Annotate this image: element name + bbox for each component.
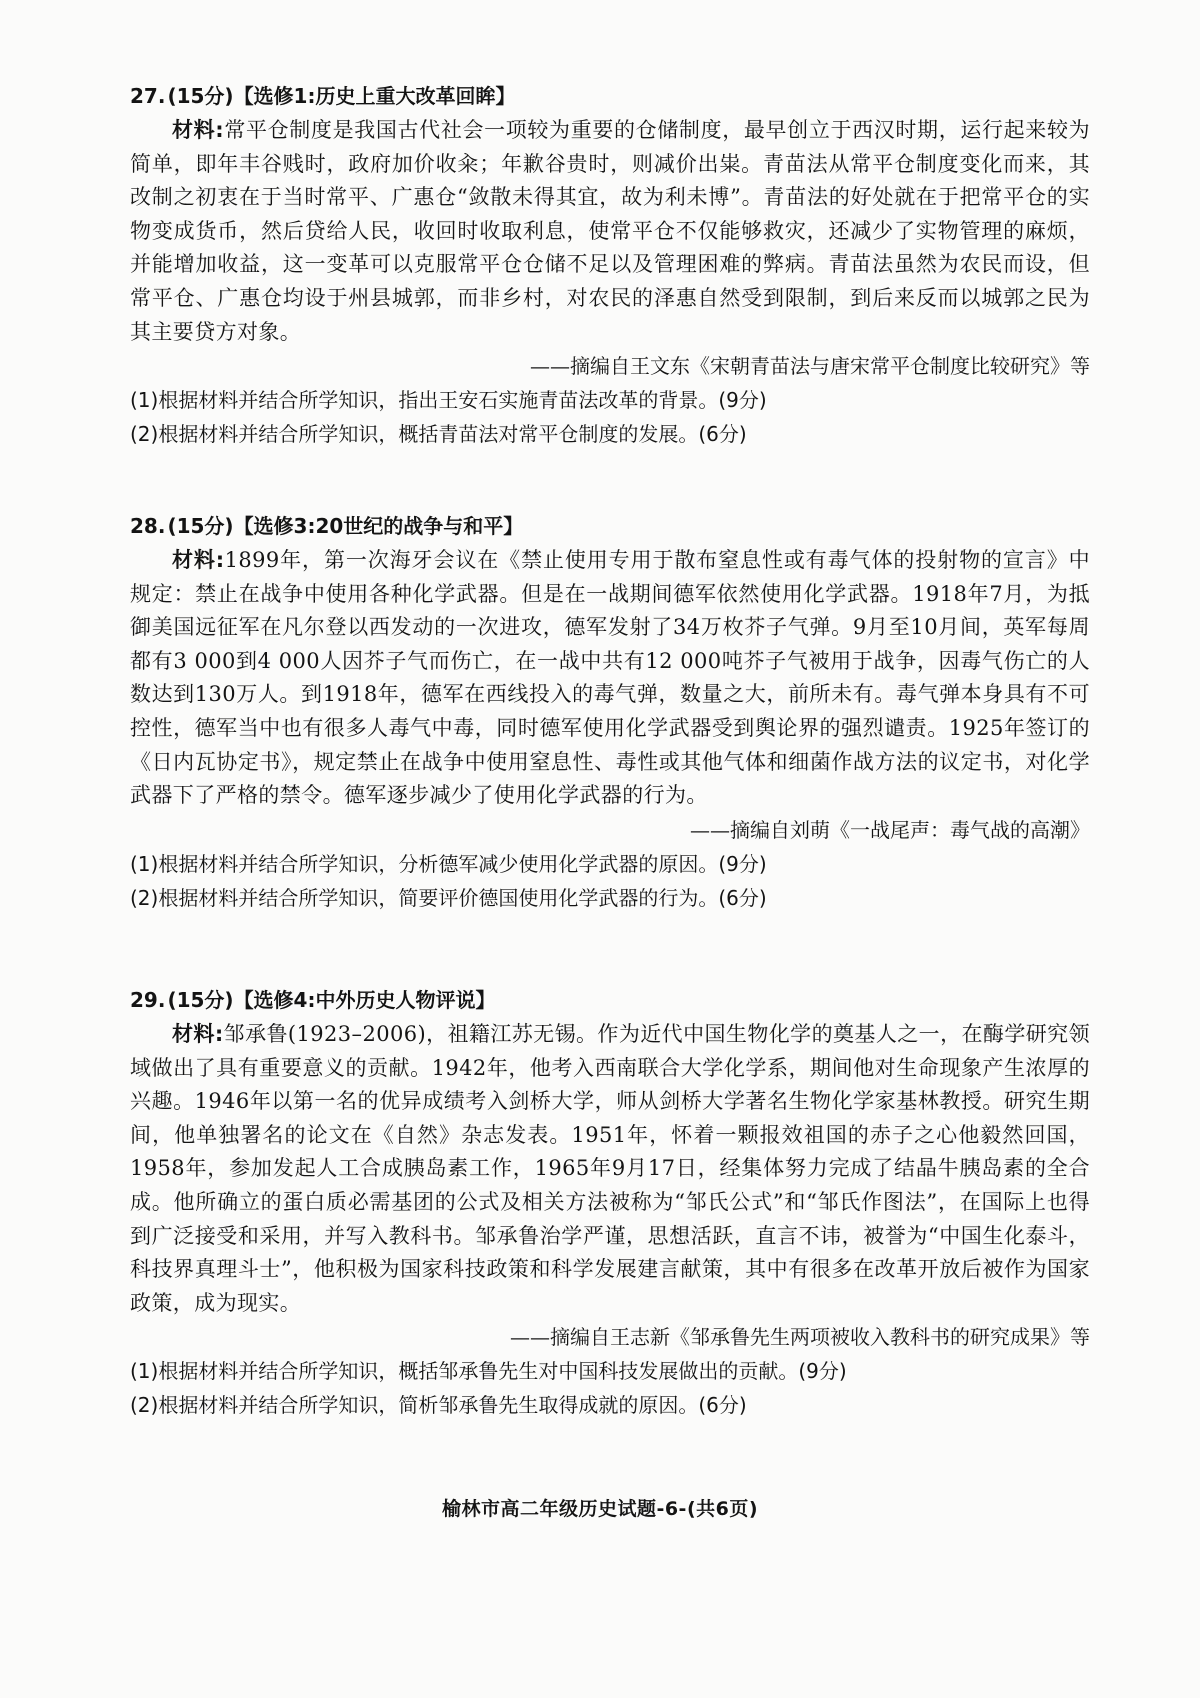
question-number: 29. <box>130 988 166 1012</box>
material-label: 材料: <box>172 118 225 142</box>
material-source: ——摘编自王志新《邹承鲁先生两项被收入教科书的研究成果》等 <box>510 1325 1090 1350</box>
page-footer: 榆林市高二年级历史试题-6-(共6页) <box>441 1498 759 1520</box>
material-text <box>130 1018 1090 1320</box>
question-27 <box>130 78 1090 451</box>
question-number: 27. <box>130 84 166 108</box>
material-text <box>130 544 1090 813</box>
material-body: 邹承鲁(1923–2006)，祖籍江苏无锡。作为近代中国生物化学的奠基人之一，在酶学研究领域做出了具有重要意义的贡献。1942年，他考入西南联合大学化学系，期间他对生命现象产生浓厚的兴趣。1946年以第一名的优异成绩考入剑桥大学，师从剑桥大学著名生物化学家基林教授。研究生期间，他单独署名的论文在《自然》杂志发表。1951年，怀着一颗报效祖国的赤子之心他毅然回国，1958年，参加发起人工合成胰岛素工作，1965年9月17日，经集体努力完成了结晶牛胰岛素的全合成。他所确立的蛋白质必需基团的公式及相关方法被称为“邹氏公式”和“邹氏作图法”，在国际上也得到广泛接受和采用，并写入教科书。邹承鲁治学严谨，思想活跃，直言不讳，被誉为“中国生化泰斗，科技界真理斗士”，他积极为国家科技政策和科学发展建言献策，其中有很多在改革开放后被作为国家政策，成为现实。 <box>130 1022 1090 1315</box>
sub-question-1: (1)根据材料并结合所学知识，指出王安石实施青苗法改革的背景。(9分) <box>130 388 767 413</box>
question-module: 【选修1:历史上重大改革回眸】 <box>233 84 516 108</box>
material-text <box>130 114 1090 349</box>
question-score: (15分) <box>167 84 234 108</box>
question-score: (15分) <box>167 988 234 1012</box>
sub-question-1: (1)根据材料并结合所学知识，分析德军减少使用化学武器的原因。(9分) <box>130 851 767 876</box>
material-source: ——摘编自刘萌《一战尾声：毒气战的高潮》 <box>690 817 1090 842</box>
material-label: 材料: <box>172 1022 224 1046</box>
question-29 <box>130 982 1090 1422</box>
material-body: 常平仓制度是我国古代社会一项较为重要的仓储制度，最早创立于西汉时期，运行起来较为简单，即年丰谷贱时，政府加价收籴；年歉谷贵时，则减价出粜。青苗法从常平仓制度变化而来，其改制之初衷在于当时常平、广惠仓“敛散未得其宜，故为利未博”。青苗法的好处就在于把常平仓的实物变成货币，然后贷给人民，收回时收取利息，使常平仓不仅能够救灾，还减少了实物管理的麻烦，并能增加收益，这一变革可以克服常平仓仓储不足以及管理困难的弊病。青苗法虽然为农民而设，但常平仓、广惠仓均设于州县城郭，而非乡村，对农民的泽惠自然受到限制，到后来反而以城郭之民为其主要贷方对象。 <box>130 118 1090 344</box>
sub-question-1: (1)根据材料并结合所学知识，概括邹承鲁先生对中国科技发展做出的贡献。(9分) <box>130 1359 847 1384</box>
material-label: 材料: <box>172 548 225 572</box>
question-header <box>130 982 1090 1018</box>
question-header <box>130 78 1090 114</box>
question-module: 【选修4:中外历史人物评说】 <box>233 988 496 1012</box>
question-score: (15分) <box>167 514 234 538</box>
question-module: 【选修3:20世纪的战争与和平】 <box>233 514 524 538</box>
sub-question-2: (2)根据材料并结合所学知识，概括青苗法对常平仓制度的发展。(6分) <box>130 422 747 447</box>
question-header <box>130 508 1090 544</box>
sub-question-2: (2)根据材料并结合所学知识，简要评价德国使用化学武器的行为。(6分) <box>130 885 767 910</box>
material-body: 1899年，第一次海牙会议在《禁止使用专用于散布窒息性或有毒气体的投射物的宣言》中规定：禁止在战争中使用各种化学武器。但是在一战期间德军依然使用化学武器。1918年7月，为抵御美国远征军在凡尔登以西发动的一次进攻，德军发射了34万枚芥子气弹。9月至10月间，英军每周都有3 000到4 000人因芥子气而伤亡，在一战中共有12 000吨芥子气被用于战争，因毒气伤亡的人数达到130万人。到1918年，德军在西线投入的毒气弹，数量之大，前所未有。毒气弹本身具有不可控性，德军当中也有很多人毒气中毒，同时德军使用化学武器受到舆论界的强烈谴责。1925年签订的《日内瓦协定书》，规定禁止在战争中使用窒息性、毒性或其他气体和细菌作战方法的议定书，对化学武器下了严格的禁令。德军逐步减少了使用化学武器的行为。 <box>130 548 1090 808</box>
sub-question-2: (2)根据材料并结合所学知识，简析邹承鲁先生取得成就的原因。(6分) <box>130 1393 747 1418</box>
question-number: 28. <box>130 514 166 538</box>
question-28 <box>130 508 1090 915</box>
material-source: ——摘编自王文东《宋朝青苗法与唐宋常平仓制度比较研究》等 <box>530 354 1090 379</box>
